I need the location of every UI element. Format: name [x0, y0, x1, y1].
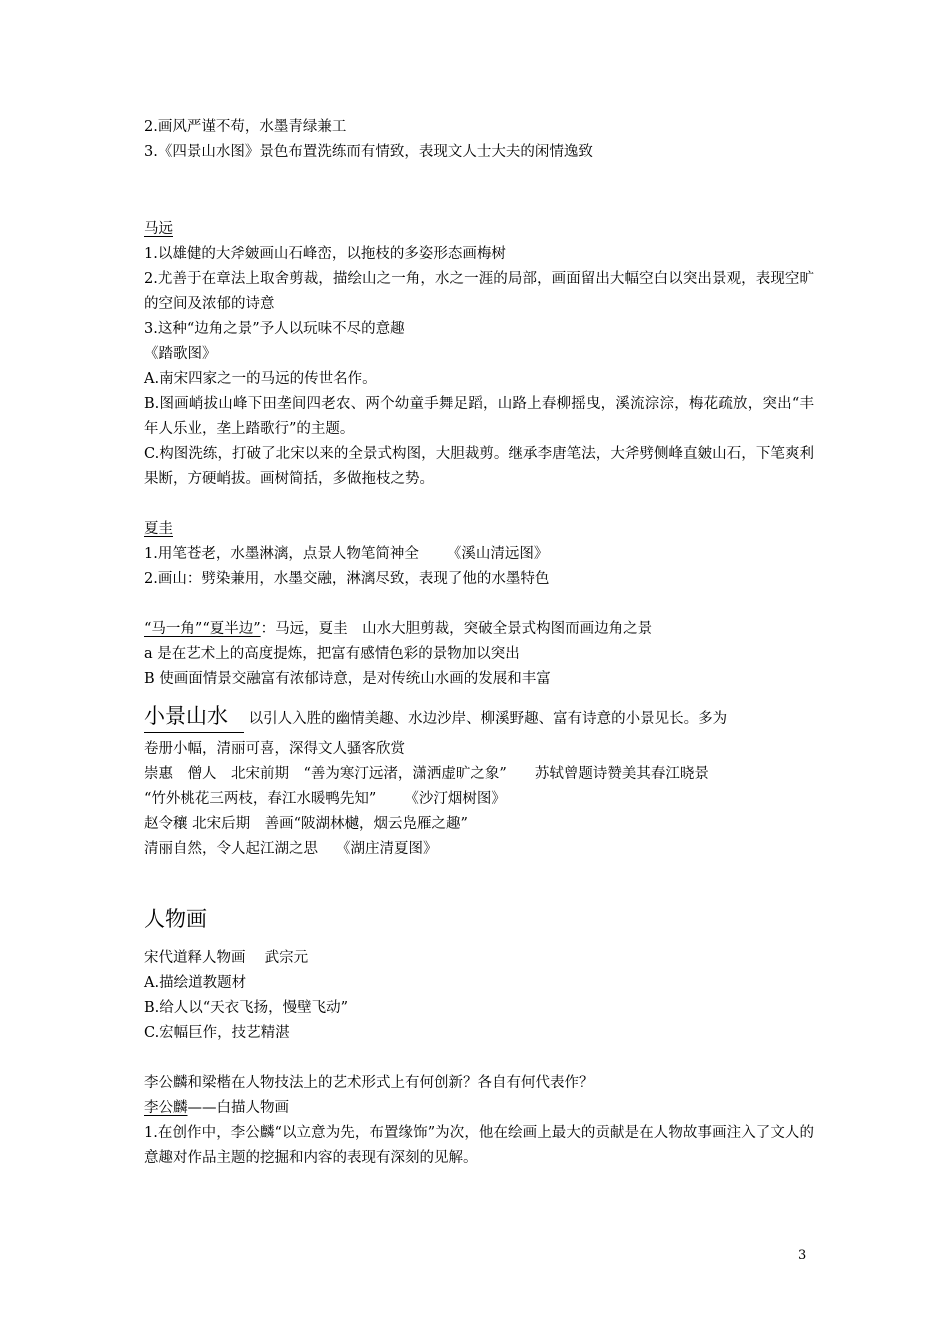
list-item: 卷册小幅，清丽可喜，深得文人骚客欣赏: [144, 741, 405, 757]
section-heading-ma-yuan: 马远: [144, 221, 173, 237]
work-title: 《踏歌图》: [144, 346, 217, 362]
list-item: A.描绘道教题材: [144, 975, 247, 991]
list-item: A.南宋四家之一的马远的传世名作。: [144, 371, 377, 387]
page-content: [144, 115, 814, 1171]
question: 李公麟和梁楷在人物技法上的艺术形式上有何创新？各自有何代表作？: [144, 1075, 594, 1091]
xiao-jing-intro: 以引人入胜的幽情美趣、水边沙岸、柳溪野趣、富有诗意的小景见长。多为: [248, 711, 728, 727]
list-item: 3.《四景山水图》景色布置洗练而有情致，表现文人士大夫的闲情逸致: [144, 144, 593, 160]
list-item: 赵令穰 北宋后期 善画“陂湖林樾，烟云凫雁之趣”: [144, 816, 468, 832]
list-item: 2.画山：劈染兼用，水墨交融，淋漓尽致，表现了他的水墨特色: [144, 571, 550, 587]
section-heading-xia-gui: 夏圭: [144, 521, 173, 537]
list-item: B.图画峭拔山峰下田垄间四老农、两个幼童手舞足蹈，山路上春柳摇曳，溪流淙淙，梅花疏放，突出“丰年人乐业，垄上踏歌行”的主题。: [144, 396, 814, 437]
list-item: 1.以雄健的大斧皴画山石峰峦，以拖枝的多姿形态画梅树: [144, 246, 506, 262]
list-item: 2.画风严谨不苟，水墨青绿兼工: [144, 119, 347, 135]
li-gonglin-name: 李公麟: [144, 1100, 188, 1116]
list-item: 2.尤善于在章法上取舍剪裁，描绘山之一角，水之一涯的局部，画面留出大幅空白以突出景观，表现空旷的空间及浓郁的诗意: [144, 271, 814, 312]
list-item: B.给人以“天衣飞扬，慢壁飞动”: [144, 1000, 349, 1016]
work-title: 《沙汀烟树图》: [404, 791, 506, 807]
list-item: 宋代道释人物画 武宗元: [144, 950, 309, 966]
list-item: 3.这种“边角之景”予人以玩味不尽的意趣: [144, 321, 405, 337]
page-number: 3: [798, 1248, 807, 1263]
xiao-jing-section: [144, 700, 814, 733]
list-item: C.构图洗练，打破了北宋以来的全景式构图，大胆裁剪。继承李唐笔法，大斧劈侧峰直皴山石，下笔爽利果断，方硬峭拔。画树简括，多做拖枝之势。: [144, 446, 814, 487]
list-item: 崇惠 僧人 北宋前期 “善为寒汀远渚，潇洒虚旷之象” 苏轼曾题诗赞美其春江晓景: [144, 766, 709, 782]
section-heading-figure: 人物画: [144, 907, 207, 931]
list-item: 1.在创作中，李公麟“以立意为先，布置缘饰”为次，他在绘画上最大的贡献是在人物故事画注入了文人的意趣对作品主题的挖掘和内容的表现有深刻的见解。: [144, 1125, 814, 1166]
ma-xia-line: “马一角”“夏半边”：马远，夏圭 山水大胆剪裁，突破全景式构图而画边角之景: [144, 621, 653, 637]
work-title: 《湖庄清夏图》: [336, 841, 438, 857]
section-heading-xiao-jing: 小景山水: [144, 700, 244, 733]
li-heading: 李公麟——白描人物画: [144, 1100, 289, 1116]
work-title: 《溪山清远图》: [446, 546, 549, 562]
ma-xia-label: “马一角”“夏半边”: [144, 621, 261, 637]
list-item: 清丽自然，令人起江湖之思 《湖庄清夏图》: [144, 841, 438, 857]
list-item: C.宏幅巨作，技艺精湛: [144, 1025, 290, 1041]
list-item: “竹外桃花三两枝，春江水暖鸭先知” 《沙汀烟树图》: [144, 791, 506, 807]
list-item: 1.用笔苍老，水墨淋漓，点景人物笔简神全 《溪山清远图》: [144, 546, 549, 562]
list-item: a 是在艺术上的高度提炼，把富有感情色彩的景物加以突出: [144, 646, 520, 662]
list-item: B 使画面情景交融富有浓郁诗意，是对传统山水画的发展和丰富: [144, 671, 551, 687]
